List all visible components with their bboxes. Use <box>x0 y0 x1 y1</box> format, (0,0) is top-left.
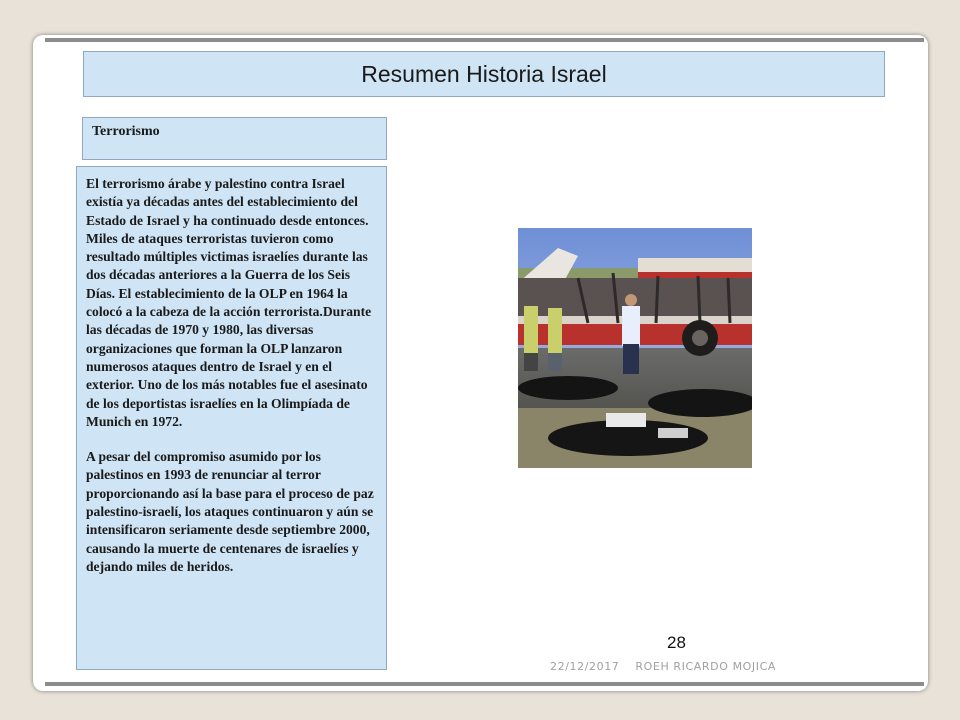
footer <box>550 660 776 673</box>
bottom-rule <box>45 682 924 686</box>
bombed-bus-photo <box>518 228 752 468</box>
photo-illustration <box>518 228 752 468</box>
slide <box>33 35 928 691</box>
body-text-box <box>76 166 387 670</box>
top-rule <box>45 38 924 42</box>
slide-title: Resumen Historia Israel <box>83 51 885 97</box>
body-paragraph-2: A pesar del compromiso asumido por los palestinos en 1993 de renunciar al terror proporcionando así la base para el proceso de paz palestino-israelí, los ataques continuaron y aún se intensificaron seriamente desde septiembre 2000, causando la muerte de centenares de israelíes y dejando miles de heridos. <box>86 449 374 574</box>
page-number: 28 <box>667 633 686 652</box>
footer-date: 22/12/2017 <box>550 660 620 673</box>
section-heading: Terrorismo <box>82 117 387 160</box>
footer-author: ROEH RICARDO MOJICA <box>635 660 777 673</box>
body-paragraph-1: El terrorismo árabe y palestino contra Israel existía ya décadas antes del establecimiento del Estado de Israel y ha continuado desde entonces. Miles de ataques terroristas tuvieron como resultado múltiples victimas israelíes durante las dos décadas anteriores a la Guerra de los Seis Días. El establecimiento de la OLP en 1964 la colocó a la cabeza de la acción terrorista.Durante las décadas de 1970 y 1980, las diversas organizaciones que forman la OLP lanzaron numerosos ataques dentro de Israel y en el exterior. Uno de los más notables fue el asesinato de los deportistas israelíes en la Olimpíada de Munich en 1972. <box>86 176 372 429</box>
